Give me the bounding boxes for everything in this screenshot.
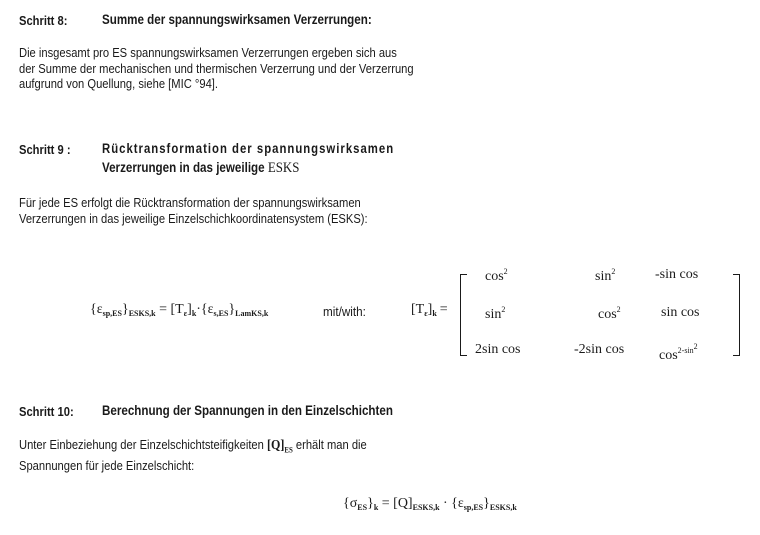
step-8-title: Summe der spannungswirksamen Verzerrungen:: [102, 12, 372, 27]
step-8-label: Schritt 8:: [19, 13, 68, 28]
eq-t-sub-k: k: [191, 309, 197, 318]
matrix-lhs-t: [T: [411, 302, 425, 317]
matrix-cell-r2c3: sin cos: [661, 305, 700, 320]
step-10-label: Schritt 10:: [19, 404, 74, 419]
eq-lhs-sub2: ESKS,k: [128, 309, 156, 318]
step-9-label: Schritt 9 :: [19, 142, 71, 157]
matrix-cell-r3c3: $\cos^{2-sin2}$: [659, 342, 698, 363]
eq-rhs-close: }: [228, 302, 236, 317]
eq-lhs-close: }: [121, 302, 129, 317]
stress-equation: $\{\sigma_{ES}\}_k = [Q]_{ESKS,k} \cdot \{\varepsilon_{sp,ES}\}_{ESKS,k}$: [343, 496, 517, 512]
matrix-lhs: [411, 302, 448, 318]
matrix-right-bracket: [733, 274, 740, 356]
matrix-lhs-close: ]: [427, 302, 433, 317]
eq-equals-t: = [T: [155, 302, 184, 317]
eq-lhs: {ε: [90, 302, 103, 317]
paragraph-line: Für jede ES erfolgt die Rücktransformation der spannungswirksamen: [19, 195, 361, 210]
matrix-cell-r1c1: $\cos^2$: [485, 267, 508, 284]
matrix-cell-r3c1: 2sin cos: [475, 342, 521, 357]
paragraph-line: Unter Einbeziehung der Einzelschichtsteifigkeiten $[Q]_{ES}$ erhält man die: [19, 437, 367, 455]
step-9-title-esks: ESKS: [267, 160, 300, 176]
matrix-cell-r3c2: -2sin cos: [574, 342, 625, 357]
paragraph-line: Spannungen für jede Einzelschicht:: [19, 458, 195, 474]
matrix-cell-r1c2: $\sin^2$: [595, 267, 616, 284]
eq-lhs-sub: sp,ES: [102, 309, 122, 318]
matrix-left-bracket: [460, 274, 467, 356]
eq-rhs-sub2: LamKS,k: [235, 309, 269, 318]
paragraph-line: der Summe der mechanischen und thermischen Verzerrung und der Verzerrung: [19, 60, 414, 76]
step-9-title-main: Verzerrungen in das jeweilige: [102, 160, 268, 175]
matrix-cell-r1c3: -sin cos: [655, 267, 699, 282]
with-connector: mit/with:: [323, 304, 366, 319]
eq-dot: ·{ε: [196, 302, 214, 317]
matrix-equals: =: [439, 302, 448, 317]
step-9-title-line-1: Rücktransformation der spannungswirksamen: [102, 141, 395, 156]
matrix-cell-r2c2: $\cos^2$: [598, 305, 621, 322]
transformation-equation: [90, 302, 268, 318]
paragraph-line: Die insgesamt pro ES spannungswirksamen Verzerrungen ergeben sich aus: [19, 45, 397, 60]
step-8-paragraph: [19, 45, 414, 92]
eq-rhs-sub: s,ES: [213, 309, 229, 318]
step-10-paragraph: [19, 437, 367, 474]
matrix-lhs-sub-e: ε: [424, 309, 428, 318]
step-9-paragraph: [19, 195, 368, 226]
paragraph-line: aufgrund von Quellung, siehe [MIC °94].: [19, 76, 219, 91]
eq-t-sub-e: ε: [183, 309, 188, 318]
step-9-title-line-2: [102, 160, 299, 177]
paragraph-line: Verzerrungen in das jeweilige Einzelschichkoordinatensystem (ESKS):: [19, 210, 368, 226]
step-10-title: Berechnung der Spannungen in den Einzelschichten: [102, 403, 393, 418]
matrix-cell-r2c1: $\sin^2$: [485, 305, 506, 322]
eq-t-close: ]: [187, 302, 192, 317]
matrix-lhs-sub-k: k: [432, 309, 437, 318]
